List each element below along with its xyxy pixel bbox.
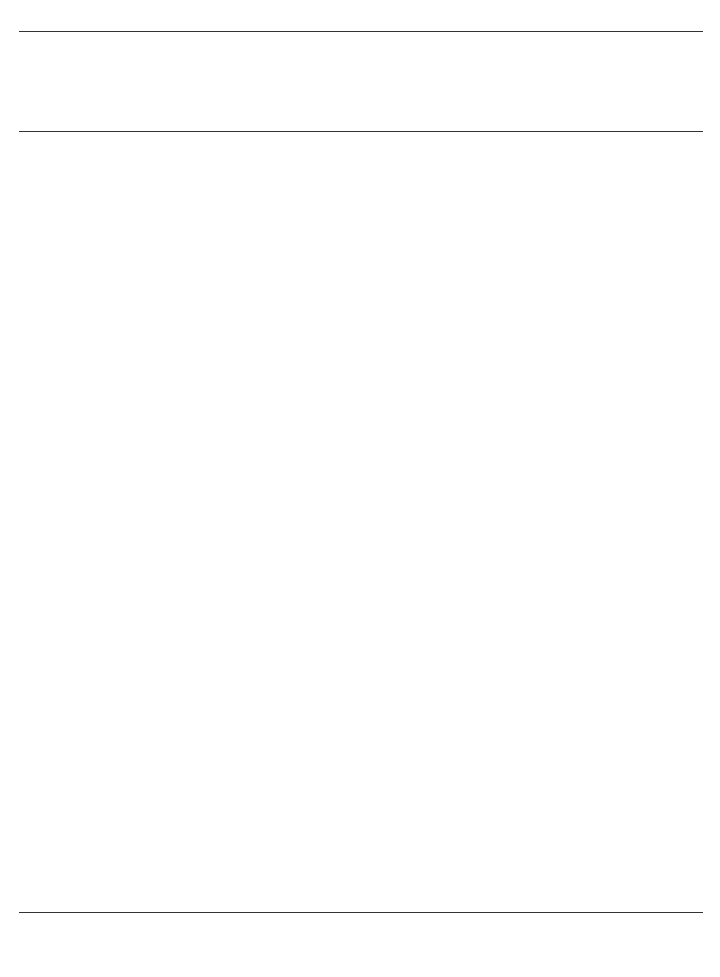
bottom-rule	[19, 912, 703, 913]
header-rule	[19, 131, 703, 132]
top-rule	[19, 31, 703, 32]
